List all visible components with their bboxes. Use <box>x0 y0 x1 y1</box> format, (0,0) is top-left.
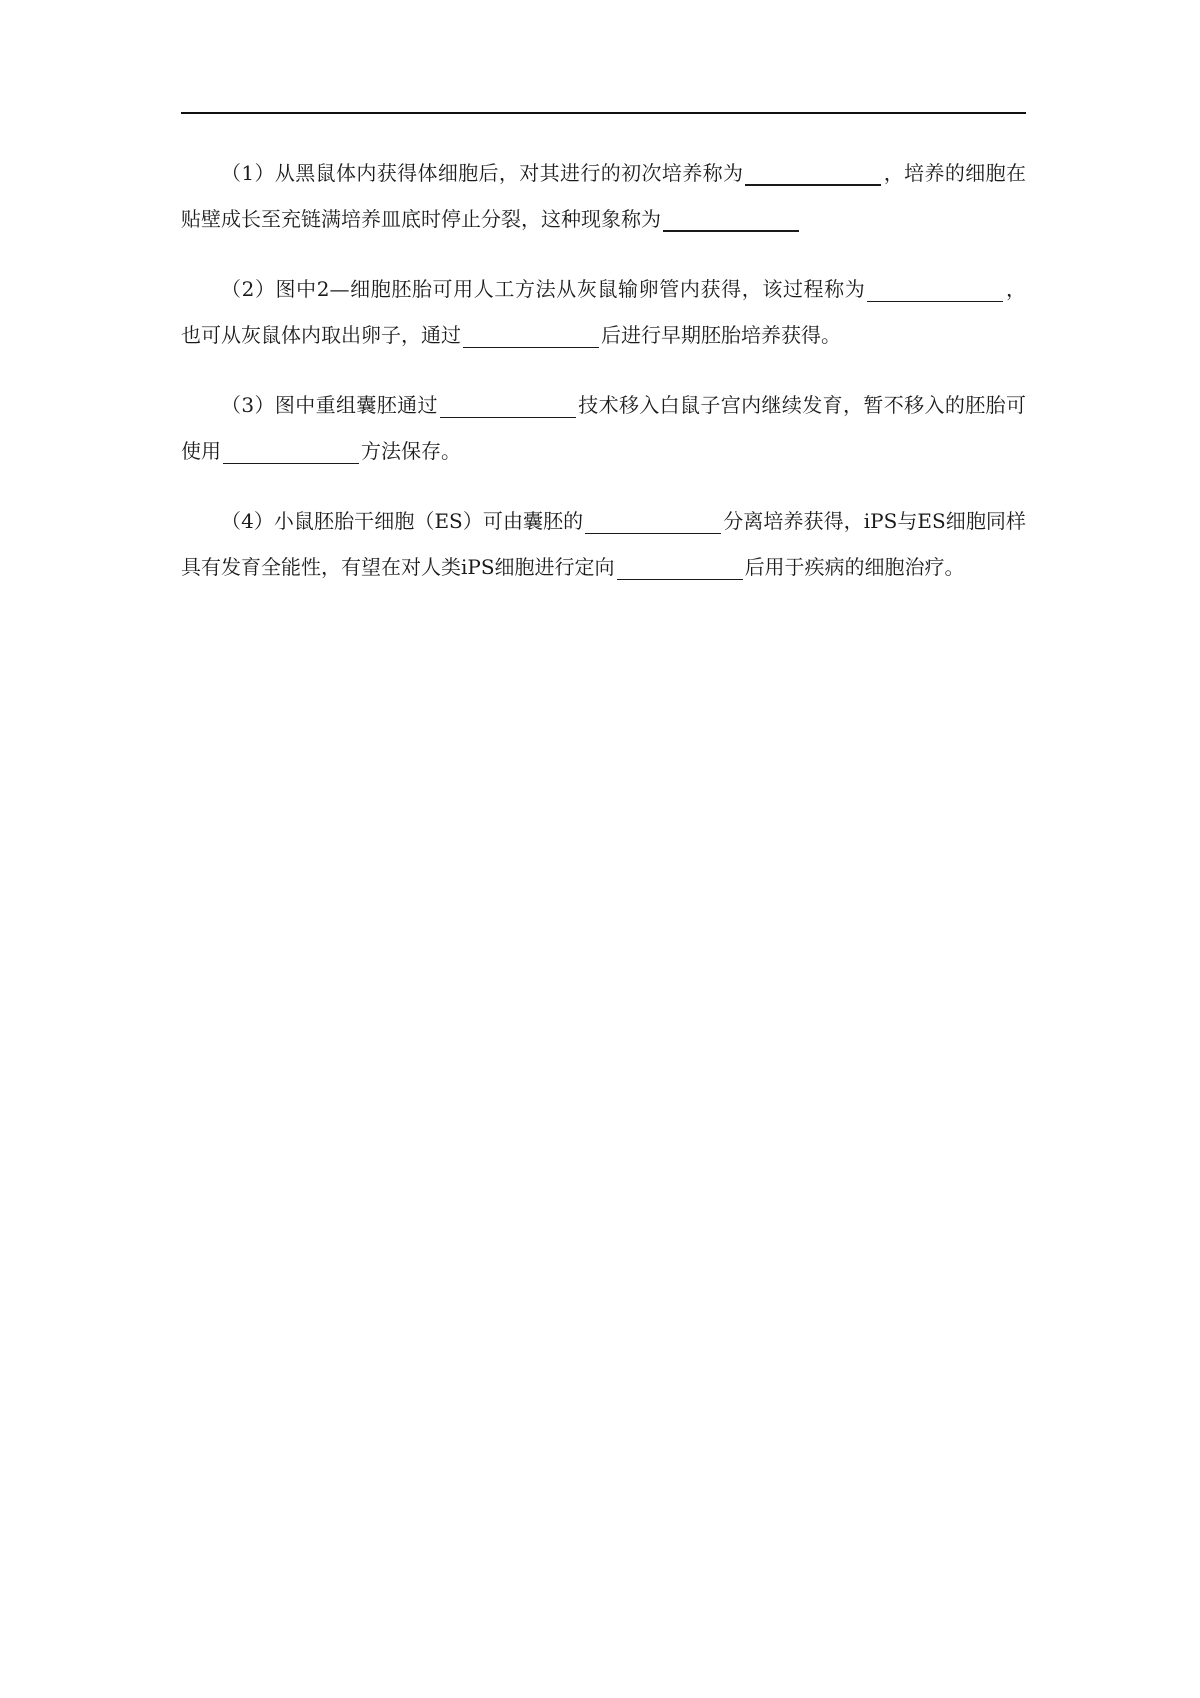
question-3 <box>181 382 1026 474</box>
question-2 <box>181 266 1026 358</box>
answer-blank[interactable] <box>440 391 576 418</box>
question-text: 后进行早期胚胎培养获得。 <box>601 323 841 347</box>
question-text: ，也可从灰鼠体内取出卵子，通过 <box>181 277 1027 347</box>
question-text: （1）从黑鼠体内获得体细胞后，对其进行的初次培养称为 <box>221 161 744 185</box>
question-text: （2）图中2—细胞胚胎可用人工方法从灰鼠输卵管内获得，该过程称为 <box>221 277 866 301</box>
answer-blank[interactable] <box>223 437 359 464</box>
question-list <box>181 150 1026 614</box>
header-rule <box>181 112 1026 114</box>
question-text: （3）图中重组囊胚通过 <box>221 393 438 417</box>
question-text: 分离培养获得，iPS与ES细胞同样具有发育全能性，有望在对人类iPS细胞进行定向 <box>181 509 1026 579</box>
answer-blank[interactable] <box>663 204 799 232</box>
answer-blank[interactable] <box>463 321 599 348</box>
question-4 <box>181 498 1026 590</box>
question-text: 技术移入白鼠子宫内继续发育，暂不移入的胚胎可使用 <box>181 393 1027 463</box>
question-text: ，培养的细胞在贴壁成长至充链满培养皿底时停止分裂，这种现象称为 <box>181 161 1026 231</box>
answer-blank[interactable] <box>617 553 743 580</box>
answer-blank[interactable] <box>585 507 721 534</box>
question-text: 后用于疾病的细胞治疗。 <box>744 555 965 579</box>
answer-blank[interactable] <box>867 275 1003 302</box>
answer-blank[interactable] <box>745 158 881 186</box>
question-1 <box>181 150 1026 242</box>
question-text: 方法保存。 <box>361 439 461 463</box>
question-text: （4）小鼠胚胎干细胞（ES）可由囊胚的 <box>221 509 584 533</box>
